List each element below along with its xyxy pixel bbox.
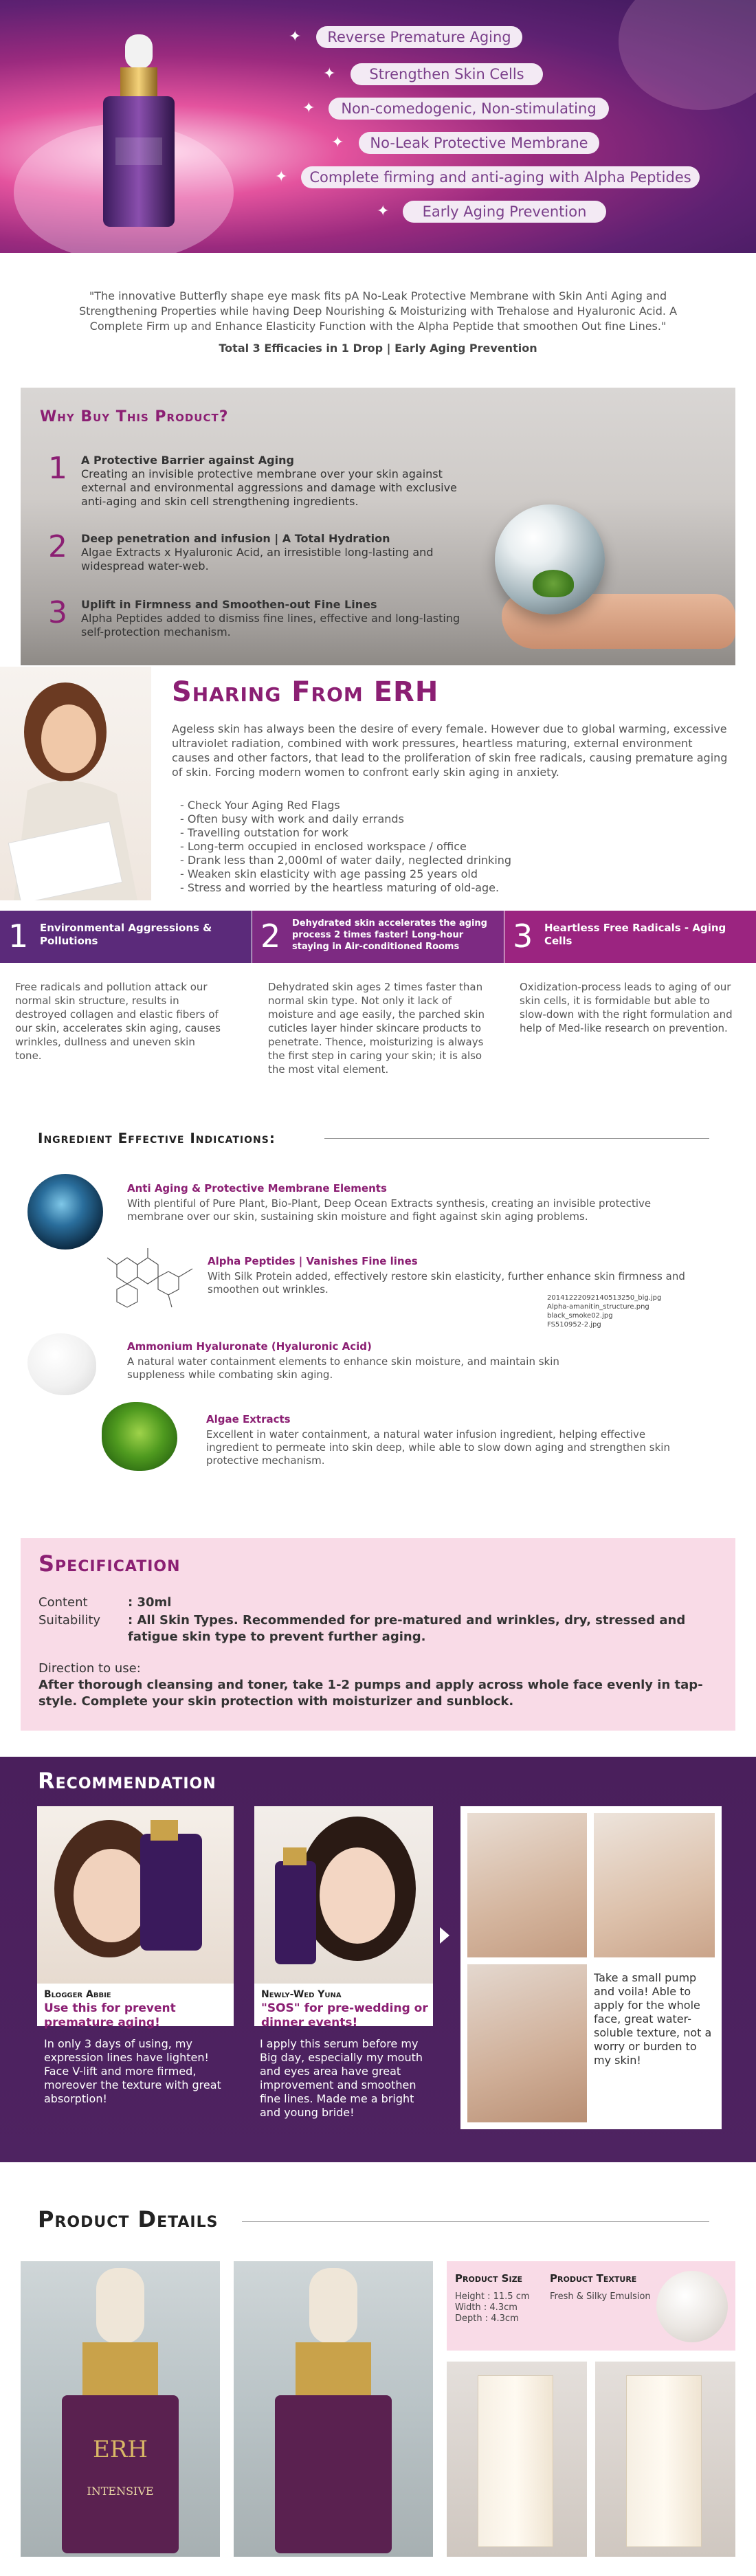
why-buy-text: Algae Extracts x Hyaluronic Acid, an irresistible long-lasting and widespread water-web. (81, 546, 434, 573)
ingredient-heading: Alpha Peptides | Vanishes Fine lines (208, 1255, 418, 1267)
ingredient-heading: Anti Aging & Protective Membrane Elements (127, 1182, 387, 1195)
intro-quote: "The innovative Butterfly shape eye mask fits pA No-Leak Protective Membrane with Skin Anti Aging and Strengthening Properties while having Deep Nourishing & Moisturizing with Trehalose and Hyaluronic Acid. A Complete Firm up and Enhance Elasticity Function with the Alpha Peptide that smoothen Out fine Lines." (78, 289, 678, 333)
spec-value: : 30ml (128, 1595, 172, 1610)
why-buy-text: Alpha Peptides added to dismiss fine lines, effective and long-lasting self-protection mechanism. (81, 612, 460, 639)
serum-bottle-icon (82, 27, 186, 234)
sharing-title: Sharing From ERH (172, 676, 439, 708)
review-card (254, 1806, 433, 2030)
reviewer-photo (37, 1806, 234, 1984)
size-row: Height : 11.5 cm (455, 2291, 530, 2302)
why-buy-text: Creating an invisible protective membrane over your skin against external and environmental aggressions and damage with exclusive anti-aging and skin cell strengthening ingredients. (81, 467, 457, 508)
moss-image (533, 570, 574, 597)
review-text: In only 3 days of using, my expression lines have lighten! Face V-lift and more firmed, moreover the texture with great absorption! (44, 2037, 221, 2105)
aging-causes-bar (0, 911, 756, 963)
list-item: - Travelling outstation for work (180, 826, 348, 839)
why-buy-item (48, 595, 474, 639)
molecule-structure-icon (103, 1244, 199, 1313)
direction-label: Direction to use: (38, 1661, 141, 1676)
why-buy-number: 3 (48, 595, 67, 630)
review-quote: "SOS" for pre-wedding or dinner events! (261, 2001, 428, 2030)
ingredient-text: Excellent in water containment, a natural water infusion ingredient, helping effective ingredient to permeate into skin deep, while able to slow down aging and strengthen skin protective mechanism. (206, 1428, 670, 1467)
cause-step (0, 911, 252, 963)
brand-label: ERH (92, 2436, 148, 2463)
benefit-pill: Non-comedogenic, Non-stimulating (329, 98, 609, 120)
cause-text: Dehydrated skin ages 2 times faster than normal skin type. Not only it lack of moisture and age easily, the parched skin cuticles layer hinder skincare products to penetrate. Thence, moisturizing is always the first step in caring your skin; it is also the most vital element. (268, 981, 485, 1076)
texture-heading: Product Texture (550, 2272, 637, 2285)
packaging-photo (447, 2362, 587, 2557)
arrow-right-icon (440, 1927, 449, 1944)
sparkle-icon: ✦ (275, 168, 288, 186)
cause-title: Dehydrated skin accelerates the aging process 2 times faster! Long-hour staying in Air-conditioned Rooms (292, 918, 487, 952)
review-text: I apply this serum before my Big day, especially my mouth and eyes area have great improvement and smoothen fine lines. Made me a bright and young bride! (260, 2037, 423, 2119)
why-buy-section (21, 388, 735, 665)
ingredient-text: With plentiful of Pure Plant, Bio-Plant, Deep Ocean Extracts synthesis, creating an invisible protective membrane over our skin, sustaining skin moisture and fight against skin aging problems. (127, 1197, 652, 1223)
sparkle-icon: ✦ (377, 203, 390, 220)
reviewer-name: Blogger Abbie (44, 1989, 111, 2000)
benefit-pill: Early Aging Prevention (403, 201, 606, 223)
why-buy-heading: Uplift in Firmness and Smoothen-out Fine Lines (81, 598, 377, 611)
hero-banner (0, 0, 756, 253)
size-heading: Product Size (455, 2272, 523, 2285)
file-label: Alpha-amanitin_structure.png (547, 1303, 649, 1311)
list-item: - Long-term occupied in enclosed workspace / office (180, 840, 467, 853)
list-item: - Check Your Aging Red Flags (180, 799, 340, 812)
cause-title: Environmental Aggressions & Pollutions (40, 922, 212, 947)
why-buy-number: 2 (48, 529, 67, 564)
why-buy-item (48, 529, 474, 573)
list-item: - Stress and worried by the heartless maturing of old-age. (180, 881, 500, 894)
package-box (478, 2375, 553, 2547)
spec-label: Content (38, 1595, 88, 1610)
sparkle-icon: ✦ (331, 134, 344, 151)
why-buy-item (48, 451, 474, 509)
spec-suitability-row (38, 1612, 691, 1645)
product-details-title: Product Details (38, 2206, 219, 2232)
product-photo (234, 2261, 433, 2557)
why-buy-heading: Deep penetration and infusion | A Total Hydration (81, 532, 390, 545)
benefit-pill: Strengthen Skin Cells (351, 63, 543, 85)
packaging-photo (595, 2362, 735, 2557)
hero-glow (619, 0, 756, 110)
reviewer-photo (254, 1806, 433, 1984)
cause-number: 1 (8, 918, 29, 955)
cause-step (504, 911, 756, 963)
size-row: Width : 4.3cm (455, 2302, 518, 2313)
ingredients-title: Ingredient Effective Indications: (38, 1130, 276, 1146)
spec-content-row (38, 1595, 691, 1611)
cause-step (252, 911, 504, 963)
review-card (37, 1806, 234, 2030)
list-item: - Drank less than 2,000ml of water daily, neglected drinking (180, 854, 512, 867)
reviewer-name: Newly-Wed Yuna (261, 1989, 342, 2000)
list-item: - Often busy with work and daily errands (180, 812, 404, 825)
ingredient-text: A natural water containment elements to enhance skin moisture, and maintain skin suppleness while combating skin aging. (127, 1355, 559, 1381)
benefit-pill: Reverse Premature Aging (316, 26, 522, 48)
texture-swatch-image (656, 2271, 728, 2342)
file-label: 20141222092140513250_big.jpg (547, 1294, 662, 1302)
ingredient-heading: Algae Extracts (206, 1413, 291, 1425)
recommendation-title: Recommendation (38, 1768, 216, 1794)
why-buy-number: 1 (48, 451, 67, 486)
cause-title: Heartless Free Radicals - Aging Cells (544, 922, 726, 947)
list-item: - Weaken skin elasticity with age passing 25 years old (180, 867, 478, 880)
size-row: Depth : 4.3cm (455, 2313, 519, 2324)
sparkle-icon: ✦ (289, 28, 302, 45)
cause-number: 2 (260, 918, 281, 955)
sharing-paragraph: Ageless skin has always been the desire of every female. However due to global warming, excessive ultraviolet radiation, combined with work pressures, heartless maturing, external environment causes and other factors, that lead to the proliferation of skin free radicals, causing premature aging of skin. Forcing modern women to confront early skin aging in anxiety. (172, 722, 728, 779)
review-quote: Use this for prevent premature aging! (44, 2001, 176, 2030)
recommendation-section (0, 1757, 756, 2162)
sparkle-icon: ✦ (302, 100, 315, 117)
direction-text: After thorough cleansing and toner, take 1-2 pumps and apply across whole face evenly in tap-style. Complete your skin protection with moisturizer and sunblock. (38, 1678, 703, 1709)
product-photo (21, 2261, 220, 2557)
glass-sphere-image (495, 504, 605, 614)
usage-text: Take a small pump and voila! Able to apply for the whole face, great water-soluble texture, not a worry or burden to my skin! (594, 1971, 712, 2067)
file-label: black_smoke02.jpg (547, 1312, 613, 1320)
specification-title: Specification (38, 1551, 181, 1577)
algae-icon (102, 1402, 177, 1471)
sparkle-icon: ✦ (323, 65, 336, 82)
spec-value: : All Skin Types. Recommended for pre-matured and wrinkles, dry, stressed and fatigue skin type to prevent further aging. (128, 1613, 686, 1644)
ocean-plant-icon (27, 1174, 103, 1250)
bottle-label: INTENSIVE (87, 2485, 154, 2498)
woman-photo (0, 667, 151, 900)
specification-section (21, 1538, 735, 1731)
benefit-pill: Complete firming and anti-aging with Alpha Peptides (301, 166, 700, 188)
usage-demo-panel (460, 1806, 722, 2129)
usage-photo (467, 1964, 587, 2122)
product-size-box (447, 2261, 735, 2351)
texture-text: Fresh & Silky Emulsion (550, 2291, 651, 2302)
file-label-list (547, 1293, 712, 1329)
why-buy-heading: A Protective Barrier against Aging (81, 454, 294, 467)
cause-text: Oxidization-process leads to aging of our skin cells, it is formidable but able to slow-down with the right formulation and help of Med-like research on prevention. (520, 981, 733, 1034)
aging-checklist (180, 799, 592, 895)
cream-drop-icon (27, 1333, 96, 1395)
usage-photo (467, 1813, 587, 1957)
usage-photo (594, 1813, 715, 1957)
package-box (626, 2375, 702, 2547)
divider (324, 1138, 709, 1139)
ingredient-text: With Silk Protein added, effectively restore skin elasticity, further enhance skin firmness and smoothen out wrinkles. (208, 1270, 685, 1296)
file-label: FS510952-2.jpg (547, 1321, 601, 1329)
cause-text: Free radicals and pollution attack our normal skin structure, results in destroyed collagen and elastic fibers of our skin, accelerates skin aging, causes wrinkles, dullness and uneven skin tone. (15, 981, 221, 1062)
spec-label: Suitability (38, 1613, 101, 1628)
intro-tagline: Total 3 Efficacies in 1 Drop | Early Aging Prevention (219, 342, 537, 355)
why-buy-title: Why Buy This Product? (40, 408, 229, 425)
benefit-pill: No-Leak Protective Membrane (359, 132, 599, 154)
cause-number: 3 (513, 918, 533, 955)
ingredient-heading: Ammonium Hyaluronate (Hyaluronic Acid) (127, 1340, 372, 1353)
divider (242, 2221, 709, 2222)
